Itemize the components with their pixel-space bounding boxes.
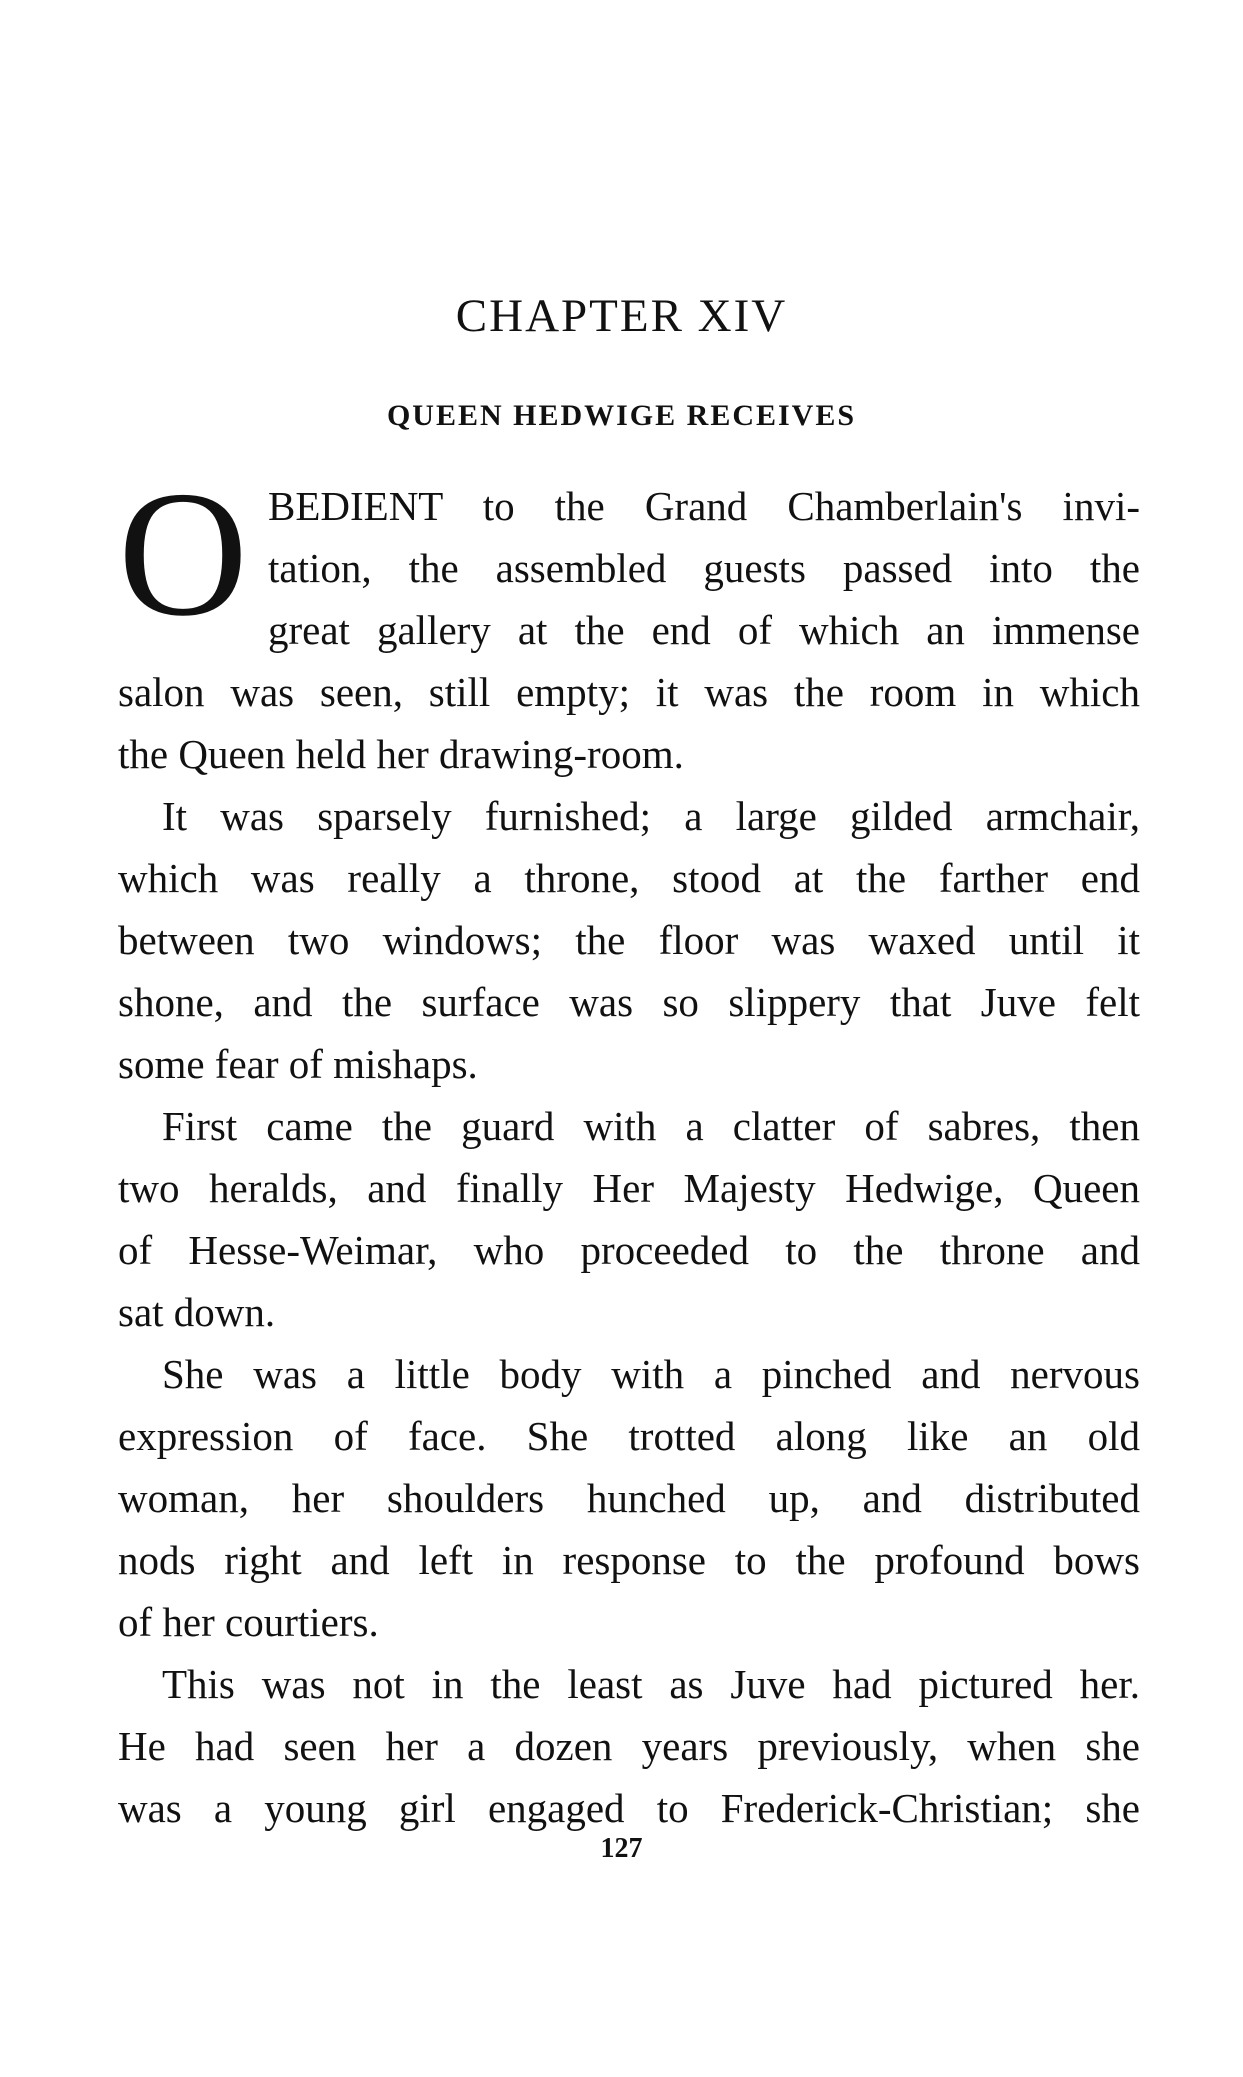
chapter-subtitle: QUEEN HEDWIGE RECEIVES: [386, 399, 857, 432]
text-line: expression of face. She trotted along like an old: [118, 1413, 1140, 1459]
text-line: some fear of mishaps.: [118, 1041, 478, 1087]
text-line: salon was seen, still empty; it was the room in which: [118, 669, 1140, 715]
text-line: He had seen her a dozen years previously, when she: [118, 1723, 1140, 1769]
text-line: shone, and the surface was so slippery that Juve felt: [118, 979, 1140, 1025]
paragraph-2: [118, 785, 1140, 1095]
text-line: It was sparsely furnished; a large gilded armchair,: [162, 793, 1140, 839]
text-line: sat down.: [118, 1289, 276, 1335]
paragraph-4: [118, 1343, 1140, 1653]
text-line: First came the guard with a clatter of sabres, then: [162, 1103, 1140, 1149]
text-line: between two windows; the floor was waxed until it: [118, 917, 1140, 963]
text-line: nods right and left in response to the profound bows: [118, 1537, 1140, 1583]
text-line: was a young girl engaged to Frederick-Christian; she: [118, 1785, 1140, 1831]
drop-cap: O: [118, 454, 248, 653]
paragraph-5: [118, 1653, 1140, 1839]
text-line: which was really a throne, stood at the farther end: [118, 855, 1140, 901]
page-number: 127: [600, 1833, 643, 1864]
text-line: two heralds, and finally Her Majesty Hedwige, Queen: [118, 1165, 1140, 1211]
text-line: great gallery at the end of which an immense: [268, 607, 1140, 653]
text-line: the Queen held her drawing-room.: [118, 731, 684, 777]
text-line: of Hesse-Weimar, who proceeded to the throne and: [118, 1227, 1140, 1273]
text-line: She was a little body with a pinched and nervous: [162, 1351, 1140, 1397]
text-line: woman, her shoulders hunched up, and distributed: [118, 1475, 1140, 1521]
text-line: This was not in the least as Juve had pictured her.: [162, 1661, 1140, 1707]
text-line: of her courtiers.: [118, 1599, 379, 1645]
paragraph-1: [118, 475, 1140, 785]
text-line: BEDIENT to the Grand Chamberlain's invi-: [268, 483, 1140, 529]
paragraph-3: [118, 1095, 1140, 1343]
chapter-title: CHAPTER XIV: [455, 290, 788, 342]
text-line: tation, the assembled guests passed into the: [268, 545, 1140, 591]
